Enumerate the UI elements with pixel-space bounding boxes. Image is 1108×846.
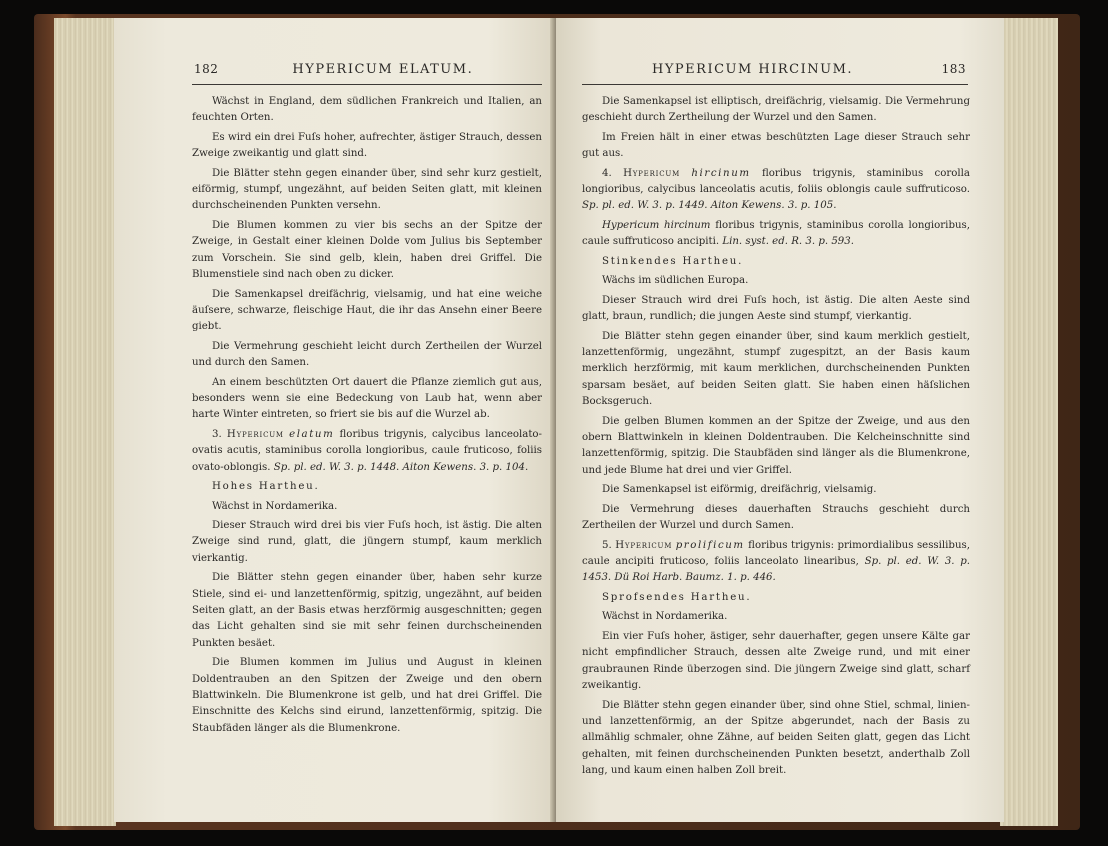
species-number: 4. bbox=[602, 167, 612, 179]
species-diagnosis: floribus trigynis, calycibus lanceolato-ovatis acutis, staminibus corolla longioribus, caule fruticoso, foliis ovato-oblongis. bbox=[192, 428, 542, 473]
species-entry bbox=[582, 538, 970, 587]
paragraph: Es wird ein drei Fuſs hoher, aufrechter, ästiger Strauch, dessen Zweige zweikantig und glatt sind. bbox=[192, 131, 542, 160]
species-genus: Hypericum bbox=[226, 428, 284, 440]
species-reference: Aiton Kewens. 3. p. 104. bbox=[402, 461, 529, 473]
synonym-entry bbox=[582, 218, 970, 251]
native-range: Wächs im südlichen Europa. bbox=[602, 275, 749, 287]
paragraph: An einem beschützten Ort dauert die Pflanze ziemlich gut aus, besonders wenn sie eine Bedeckung von Laub hat, wenn aber harte Winter eintreten, so friert sie bis auf die Wurzel ab. bbox=[192, 376, 542, 421]
species-reference: Aiton Kewens. 3. p. 105. bbox=[710, 200, 837, 212]
right-page-number: 183 bbox=[941, 62, 966, 76]
left-body-text bbox=[192, 94, 542, 740]
species-entry bbox=[192, 427, 542, 476]
paragraph: Die gelben Blumen kommen an der Spitze der Zweige, und aus den obern Blattwinkeln in kleinen Doldentrauben. Die Kelcheinschnitte sind lanzettenförmig, spitzig. Die Staubfäden sind länger als die Blumenkrone, und jede Blume hat drei und vier Griffel. bbox=[582, 415, 970, 476]
species-epithet: elatum bbox=[289, 428, 335, 440]
paragraph: Die Samenkapsel dreifächrig, vielsamig, und hat eine weiche äuſsere, schwarze, fleischige Haut, die ihr das Ansehn einer Beere giebt. bbox=[192, 288, 542, 333]
paragraph: Die Blätter stehn gegen einander über, haben sehr kurze Stiele, sind ei- und lanzettenförmig, spitzig, ungezähnt, auf beiden Seiten glatt, an der Basis etwas herzförmig ausgeschnitten; gegen das Licht gehalten sind sie mit sehr feinen durchscheinenden Punkten besäet. bbox=[192, 572, 542, 649]
right-running-head bbox=[584, 62, 966, 77]
right-body-text bbox=[582, 94, 970, 782]
species-reference: Sp. pl. ed. W. 3. p. 1449. bbox=[582, 200, 708, 212]
paragraph: Die Vermehrung geschieht leicht durch Zertheilen der Wurzel und durch den Samen. bbox=[192, 340, 542, 369]
paragraph: Ein vier Fuſs hoher, ästiger, sehr dauerhafter, gegen unsere Kälte gar nicht empfindlicher Strauch, dessen alte Zweige rund, und mit einer graubraunen Rinde überzogen sind. Die jüngern Zweige sind glatt, scharf zweikantig. bbox=[582, 630, 970, 691]
species-epithet: hircinum bbox=[691, 167, 751, 179]
paragraph: Die Vermehrung dieses dauerhaften Strauchs geschieht durch Zertheilen der Wurzel und durch Samen. bbox=[582, 503, 970, 532]
left-running-title: HYPERICUM ELATUM. bbox=[292, 62, 474, 77]
species-reference: Dü Roi Harb. Baumz. 1. p. 446. bbox=[614, 572, 776, 584]
page-edges-left bbox=[54, 18, 116, 826]
synonym-reference: Lin. syst. ed. R. 3. p. 593. bbox=[722, 236, 855, 248]
paragraph: Die Blumen kommen im Julius und August in kleinen Doldentrauben an den Spitzen der Zweige und den obern Blattwinkeln. Die Blumenkrone ist gelb, und hat drei Griffel. Die Einschnitte des Kelchs sind eirund, lanzettenförmig, spitzig. Die Staubfäden länger als die Blumenkrone. bbox=[192, 657, 542, 734]
paragraph: Die Blumen kommen zu vier bis sechs an der Spitze der Zweige, in Gestalt einer kleinen Dolde vom Julius bis September zum Vorschein. Sie sind gelb, klein, haben drei Griffel. Die Blumenstiele sind nach oben zu dicker. bbox=[192, 219, 542, 280]
left-page-number: 182 bbox=[194, 62, 219, 76]
common-name: Sprofsendes Hartheu. bbox=[602, 591, 752, 603]
species-diagnosis: floribus trigynis: primordialibus sessilibus, caule ancipiti fruticoso, foliis lanceolato linearibus, bbox=[582, 539, 970, 567]
common-name: Stinkendes Hartheu. bbox=[602, 255, 744, 267]
right-header-rule bbox=[582, 84, 968, 85]
native-range: Wächst in Nordamerika. bbox=[212, 500, 338, 512]
right-running-title: HYPERICUM HIRCINUM. bbox=[652, 62, 854, 77]
synonym-name: Hypericum hircinum bbox=[602, 219, 711, 231]
paragraph: Die Samenkapsel ist eiförmig, dreifächrig, vielsamig. bbox=[602, 484, 877, 496]
paragraph: Die Blätter stehn gegen einander über, sind ohne Stiel, schmal, linien- und lanzettenförmig, an der Spitze abgerundet, nach der Basis zu allmählig schmaler, ohne Zähne, auf beiden Seiten glatt, gegen das Licht gehalten, mit feinen durchscheinenden Punkten besetzt, anderthalb Zoll lang, und kaum einen halben Zoll breit. bbox=[582, 699, 970, 776]
native-range: Wächst in Nordamerika. bbox=[602, 611, 728, 623]
species-genus: Hypericum bbox=[615, 539, 673, 551]
species-reference: Sp. pl. ed. W. 3. p. 1448. bbox=[273, 461, 400, 473]
page-edges-right bbox=[1000, 18, 1058, 826]
species-entry bbox=[582, 166, 970, 215]
paragraph: Wächst in England, dem südlichen Frankreich und Italien, an feuchten Orten. bbox=[192, 96, 542, 124]
paragraph: Im Freien hält in einer etwas beschützten Lage dieser Strauch sehr gut aus. bbox=[582, 131, 970, 160]
left-page bbox=[114, 18, 554, 822]
left-running-head bbox=[194, 62, 540, 77]
paragraph: Dieser Strauch wird drei bis vier Fuſs hoch, ist ästig. Die alten Zweige sind rund, glatt, die jüngern stumpf, kaum merklich vierkantig. bbox=[192, 520, 542, 564]
paragraph: Die Blätter stehn gegen einander über, sind sehr kurz gestielt, eiförmig, stumpf, ungezähnt, auf beiden Seiten glatt, mit kleinen durchscheinenden Punkten versehn. bbox=[192, 167, 542, 212]
species-reference: Sp. pl. ed. W. 3. p. 1453. bbox=[582, 556, 970, 584]
synonym-text: floribus trigynis, staminibus corolla longioribus, caule suffruticoso ancipiti. bbox=[582, 219, 970, 248]
paragraph: Die Blätter stehn gegen einander über, sind kaum merklich gestielt, lanzettenförmig, ungezähnt, stumpf zugespitzt, an der Basis kaum merklich herzförmig, mit kaum merklichen, durchscheinenden Punkten sparsam besäet, auf beiden Seiten glatt. Sie haben einen häſslichen Bocksgeruch. bbox=[582, 330, 970, 408]
species-diagnosis: floribus trigynis, staminibus corolla longioribus, calycibus lanceolatis acutis, foliis oblongis caule suffruticoso. bbox=[582, 167, 970, 196]
species-number: 3. bbox=[212, 428, 222, 440]
species-epithet: prolificum bbox=[675, 539, 745, 551]
common-name: Hohes Hartheu. bbox=[212, 481, 320, 493]
left-header-rule bbox=[192, 84, 542, 85]
right-page bbox=[556, 18, 1004, 822]
species-number: 5. bbox=[602, 539, 612, 551]
paragraph: Die Samenkapsel ist elliptisch, dreifächrig, vielsamig. Die Vermehrung geschieht durch Zertheilung der Wurzel und den Samen. bbox=[582, 96, 970, 124]
paragraph: Dieser Strauch wird drei Fuſs hoch, ist ästig. Die alten Aeste sind glatt, braun, rundlich; die jungen Aeste sind stumpf, vierkantig. bbox=[582, 294, 970, 323]
species-genus: Hypericum bbox=[623, 167, 681, 179]
